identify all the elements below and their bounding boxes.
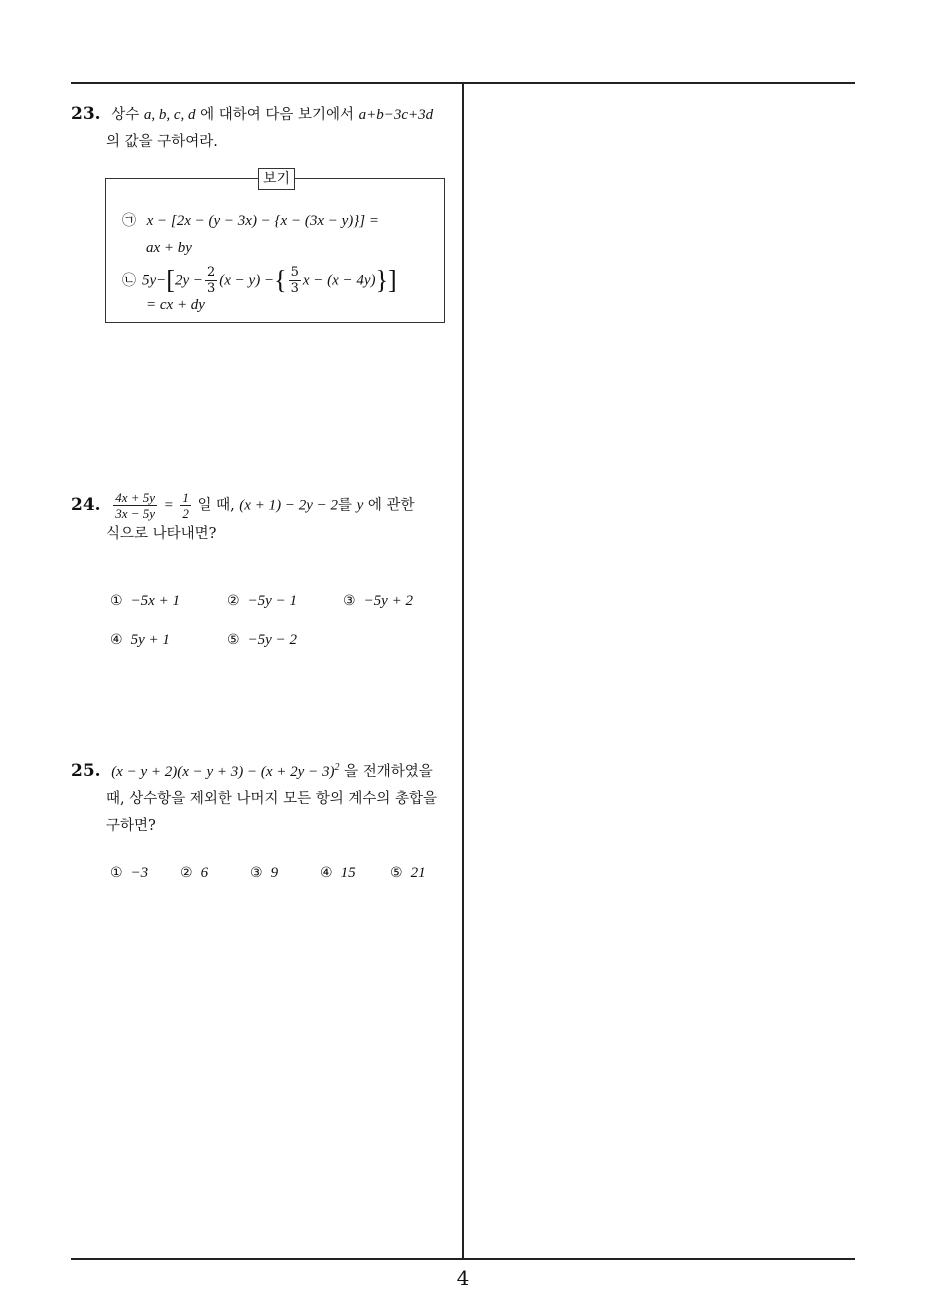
question-text: 때, 상수항을 제외한 나머지 모든 항의 계수의 총합을 — [106, 790, 438, 807]
question-expression: (x − y + 2)(x − y + 3) − (x + 2y − 3) — [111, 763, 335, 780]
question-expression: a+b−3c+3d — [358, 107, 434, 123]
item-expression: (x − y) − — [219, 272, 275, 289]
question-expression: (x + 1) − 2y − 2 — [239, 497, 338, 514]
bogi-box — [105, 171, 445, 323]
question-25 — [71, 754, 456, 840]
exponent: 2 — [334, 762, 340, 773]
answer-choice[interactable] — [227, 593, 297, 610]
bottom-rule — [71, 1258, 855, 1260]
bogi-item-1 — [122, 208, 379, 234]
brace: { — [274, 265, 287, 295]
choice-text: 5y + 1 — [130, 632, 170, 648]
item-expression: 5y− — [142, 272, 167, 289]
item-marker: ㉠ — [122, 213, 136, 229]
answer-choice[interactable] — [110, 865, 148, 882]
question-text: 를 — [337, 497, 352, 514]
choice-marker: ① — [110, 593, 123, 609]
bogi-item-2-line2 — [146, 292, 205, 318]
choice-text: 9 — [270, 865, 279, 881]
choice-marker: ① — [110, 865, 123, 881]
question-variable: y — [356, 497, 364, 514]
item-expression: x − (x − 4y) — [302, 272, 376, 289]
column-divider — [462, 83, 464, 1258]
choice-marker: ② — [180, 865, 193, 881]
fraction-denominator: 2 — [182, 506, 189, 521]
item-expression: = cx + dy — [146, 297, 205, 313]
answer-choice[interactable] — [227, 632, 297, 649]
question-text: 일 때, — [197, 497, 235, 514]
choice-text: −5x + 1 — [130, 593, 180, 609]
choice-text: 6 — [200, 865, 209, 881]
choice-marker: ⑤ — [227, 632, 240, 648]
question-vars: a, b, c, d — [143, 107, 196, 123]
choice-marker: ④ — [320, 865, 333, 881]
choice-marker: ③ — [250, 865, 263, 881]
item-expression: x − [2x − (y − 3x) − {x − (3x − y)}] = — [146, 213, 379, 229]
fraction — [113, 490, 157, 521]
fraction — [289, 265, 301, 296]
question-24 — [71, 490, 456, 548]
choice-text: −3 — [130, 865, 149, 881]
item-expression: ax + by — [146, 240, 192, 256]
fraction-denominator: 3x − 5y — [115, 506, 155, 521]
answer-choice[interactable] — [390, 865, 426, 882]
choice-text: −5y − 1 — [247, 593, 297, 609]
question-23 — [71, 101, 456, 156]
answer-choice[interactable] — [343, 593, 413, 610]
page-number: 4 — [456, 1266, 470, 1290]
fraction-numerator: 1 — [182, 490, 189, 505]
question-text: 을 전개하였을 — [344, 763, 433, 780]
bogi-label: 보기 — [258, 168, 295, 190]
choice-marker: ⑤ — [390, 865, 403, 881]
choice-marker: ④ — [110, 632, 123, 648]
answer-choice[interactable] — [110, 593, 180, 610]
question-number: 24. — [71, 494, 101, 515]
answer-choice[interactable] — [320, 865, 356, 882]
choice-marker: ③ — [343, 593, 356, 609]
choice-marker: ② — [227, 593, 240, 609]
fraction-denominator: 3 — [206, 281, 216, 296]
choice-text: −5y + 2 — [363, 593, 413, 609]
item-marker: ㉡ — [122, 272, 136, 289]
bracket: [ — [166, 265, 175, 295]
answer-choice[interactable] — [250, 865, 278, 882]
answer-choice[interactable] — [180, 865, 208, 882]
question-text: 식으로 나타내면? — [106, 526, 217, 542]
question-number: 23. — [71, 104, 101, 124]
question-text: 의 값을 구하여라. — [106, 134, 218, 150]
fraction-denominator: 3 — [290, 281, 299, 296]
choice-text: −5y − 2 — [247, 632, 297, 648]
fraction-numerator: 5 — [290, 265, 299, 280]
fraction-numerator: 4x + 5y — [115, 490, 155, 505]
bracket: ] — [388, 265, 397, 295]
fraction — [180, 490, 191, 521]
question-text: 에 대하여 다음 보기에서 — [200, 107, 354, 123]
question-number: 25. — [71, 760, 101, 781]
question-text: 에 관한 — [367, 497, 415, 514]
equals-sign: = — [163, 497, 174, 514]
fraction-numerator: 2 — [206, 265, 216, 280]
item-expression: 2y − — [174, 272, 203, 289]
brace: } — [375, 265, 389, 295]
choice-text: 21 — [410, 865, 426, 881]
answer-choice[interactable] — [110, 632, 170, 649]
fraction — [205, 265, 217, 296]
choice-text: 15 — [340, 865, 356, 881]
bogi-item-1-line2 — [146, 235, 192, 261]
question-text: 구하면? — [106, 817, 156, 834]
question-text: 상수 — [111, 107, 140, 123]
